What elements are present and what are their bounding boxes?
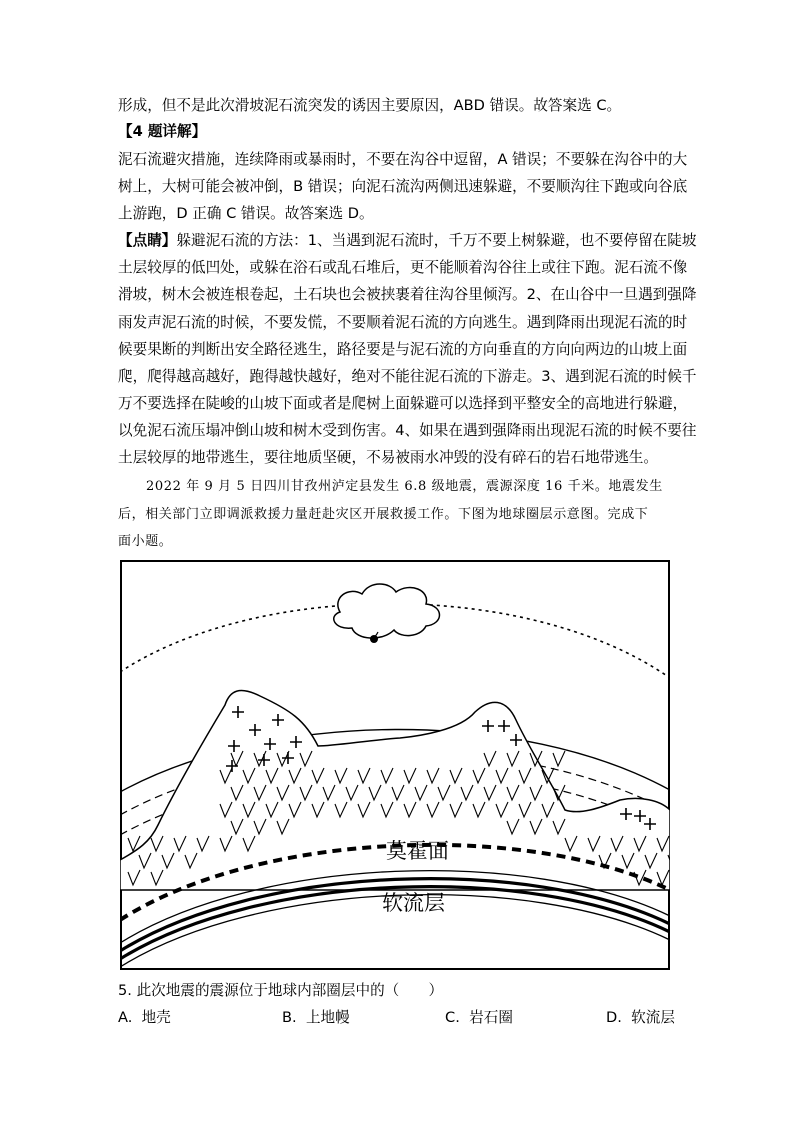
option-text: 上地幔 bbox=[305, 1009, 350, 1026]
option-text: 软流层 bbox=[631, 1009, 675, 1026]
text-line: 以免泥石流压塌冲倒山坡和树木受到伤害。4、如果在遇到强降雨出现泥石流的时候不要往 bbox=[118, 422, 697, 439]
intro-line: 面小题。 bbox=[118, 534, 173, 549]
intro-line: 2022 年 9 月 5 日四川甘孜州泸定县发生 6.8 级地震，震源深度 16 千米。地震发生 bbox=[146, 479, 663, 494]
tip-label: 【点睛】 bbox=[118, 232, 177, 249]
option-a[interactable] bbox=[118, 1008, 171, 1028]
text-line: 候要果断的判断出安全路径逃生，路径要是与泥石流的方向垂直的方向向两边的山坡上面 bbox=[118, 341, 688, 358]
option-c[interactable] bbox=[445, 1008, 513, 1028]
text-line: 形成，但不是此次滑坡泥石流突发的诱因主要原因，ABD 错误。故答案选 C。 bbox=[118, 97, 622, 114]
option-key: A. bbox=[118, 1009, 133, 1026]
raindrop-icon bbox=[370, 635, 378, 643]
option-key: B. bbox=[282, 1009, 297, 1026]
text-line bbox=[118, 231, 696, 251]
text-line: 土层较厚的低凹处，或躲在浴石或乱石堆后，更不能顺着沟谷往上或往下跑。泥石流不像 bbox=[118, 259, 688, 276]
asthenosphere-label: 软流层 bbox=[382, 891, 445, 915]
question-stem: 5. 此次地震的震源位于地球内部圈层中的（ ） bbox=[118, 982, 444, 999]
earth-layers-diagram bbox=[120, 560, 670, 970]
option-key: D. bbox=[606, 1009, 622, 1026]
text-line: 土层较厚的地带逃生，要往地质坚硬，不易被雨水冲毁的没有碎石的岩石地带逃生。 bbox=[118, 449, 658, 466]
option-text: 地壳 bbox=[141, 1009, 171, 1026]
intro-line: 后，相关部门立即调派救援力量赶赴灾区开展救援工作。下图为地球圈层示意图。完成下 bbox=[118, 507, 649, 522]
text-line: 雨发声泥石流的时候，不要发慌，不要顺着泥石流的方向逃生。遇到降雨出现泥石流的时 bbox=[118, 314, 688, 331]
option-d[interactable] bbox=[606, 1008, 675, 1028]
text-line: 滑坡，树木会被连根卷起，土石块也会被挟裹着往沟谷里倾泻。2、在山谷中一旦遇到强降 bbox=[118, 286, 697, 303]
option-key: C. bbox=[445, 1009, 460, 1026]
moho-label: 莫霍面 bbox=[386, 839, 449, 863]
text-line: 泥石流避灾措施，连续降雨或暴雨时，不要在沟谷中逗留，A 错误；不要躲在沟谷中的大 bbox=[118, 151, 688, 168]
text-line: 树上，大树可能会被冲倒，B 错误；向泥石流沟两侧迅速躲避，不要顺沟往下跑或向谷底 bbox=[118, 178, 688, 195]
text-line: 万不要选择在陡峻的山坡下面或者是爬树上面躲避可以选择到平整安全的高地进行躲避， bbox=[118, 395, 688, 412]
text-line: 爬，爬得越高越好，跑得越快越好，绝对不能往泥石流的下游走。3、遇到泥石流的时候千 bbox=[118, 368, 697, 385]
tip-text: 躲避泥石流的方法：1、当遇到泥石流时，千万不要上树躲避，也不要停留在陡坡 bbox=[176, 232, 697, 249]
text-line: 上游跑，D 正确 C 错误。故答案选 D。 bbox=[118, 205, 374, 222]
option-b[interactable] bbox=[282, 1008, 350, 1028]
section-heading: 【4 题详解】 bbox=[118, 123, 207, 140]
option-text: 岩石圈 bbox=[469, 1009, 513, 1026]
